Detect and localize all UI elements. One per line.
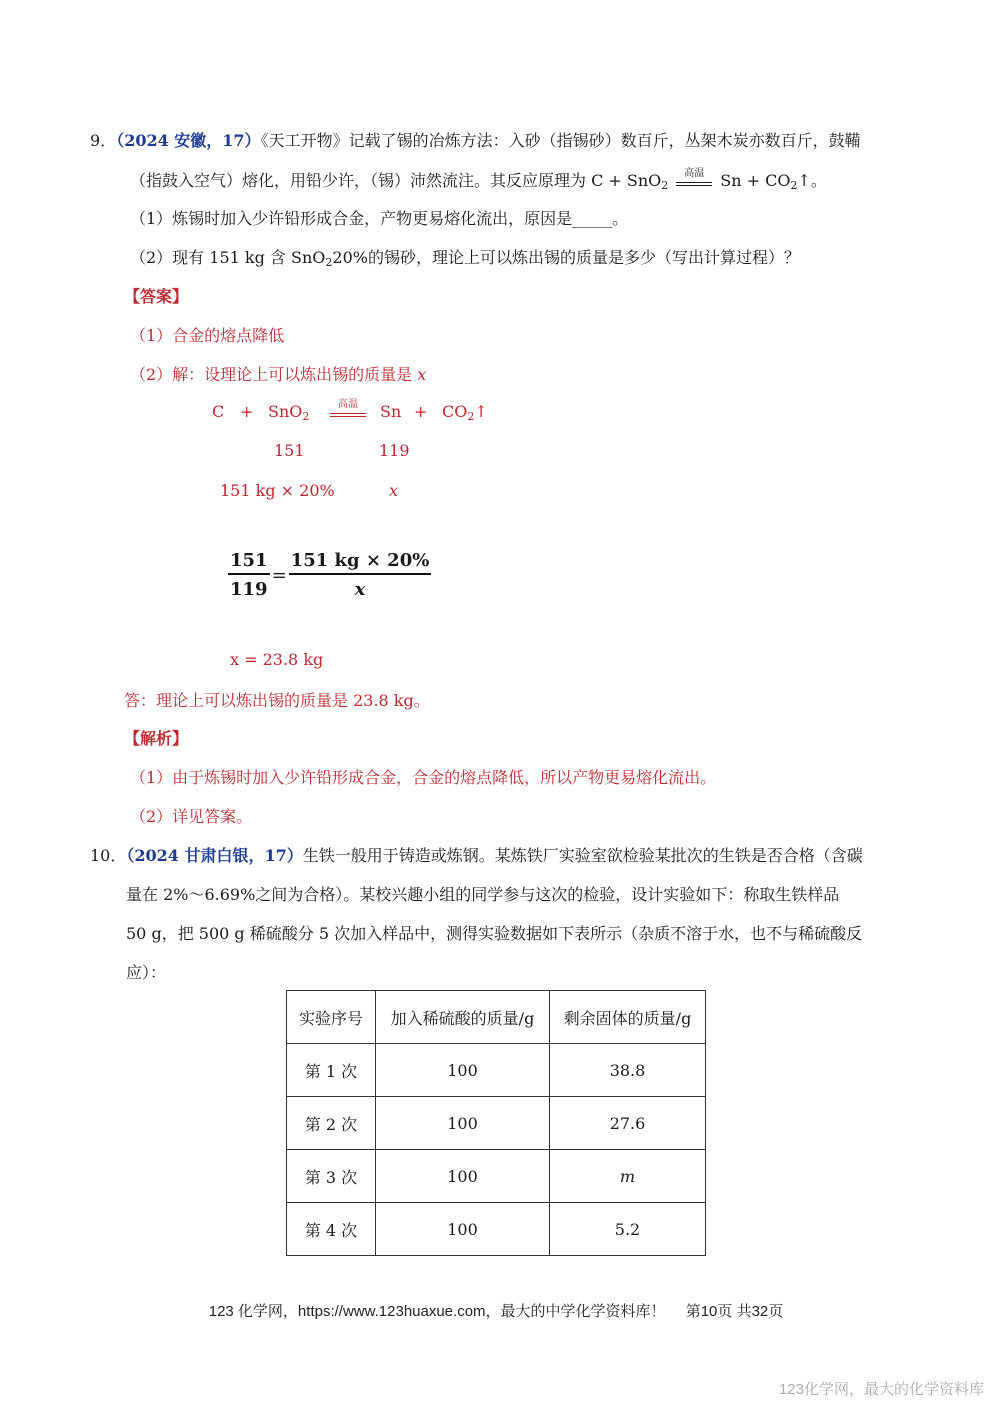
table-cell: m bbox=[550, 1150, 706, 1203]
subscript: 2 bbox=[661, 179, 669, 192]
q10-line3: 50 g，把 500 g 稀硫酸分 5 次加入样品中，测得实验数据如下表所示（杂质不溶于水，也不与稀硫酸反 bbox=[126, 924, 863, 943]
table-cell: 38.8 bbox=[550, 1044, 706, 1097]
q10-number: 10． bbox=[90, 846, 127, 865]
table-row bbox=[287, 1097, 706, 1150]
q10-source: （2024 甘肃白银，17） bbox=[126, 846, 303, 865]
page-footer bbox=[0, 1300, 992, 1321]
equals-sign: = bbox=[271, 564, 287, 586]
result: x = 23.8 kg bbox=[230, 650, 324, 669]
unknown-mass: x bbox=[389, 481, 399, 500]
equation-co2: $CO_2↑$ bbox=[442, 402, 488, 423]
table-cell: 100 bbox=[376, 1097, 550, 1150]
q9-part2 bbox=[130, 245, 800, 269]
table-header: 剩余固体的质量/g bbox=[550, 991, 706, 1044]
q9-source: （2024 安徽，17） bbox=[116, 131, 261, 150]
q10-line2: 量在 2%～6.69%之间为合格）。某校兴趣小组的同学参与这次的检验，设计实验如下：称取生铁样品 bbox=[126, 885, 840, 904]
page-number: 第10页 共32页 bbox=[685, 1303, 784, 1320]
table-row bbox=[287, 1044, 706, 1097]
table-header: 实验序号 bbox=[287, 991, 376, 1044]
subscript: 2 bbox=[325, 256, 333, 269]
analysis-1: （1）由于炼锡时加入少许铅形成合金，合金的熔点降低，所以产物更易熔化流出。 bbox=[130, 768, 717, 787]
proportion bbox=[228, 550, 431, 600]
table-cell: 第 4 次 bbox=[287, 1203, 376, 1256]
conclusion: 答：理论上可以炼出锡的质量是 23.8 kg。 bbox=[124, 691, 430, 710]
fraction-right: $\frac{151 kg \times 20\%}{x}$ bbox=[290, 550, 430, 600]
answer-1: （1）合金的熔点降低 bbox=[130, 326, 285, 345]
subscript: 2 bbox=[790, 179, 798, 192]
q10-line1 bbox=[90, 843, 863, 866]
equation-sno2: SnO$_2$ bbox=[268, 402, 310, 423]
analysis-header: 【解析】 bbox=[124, 729, 189, 748]
analysis-2: （2）详见答案。 bbox=[130, 807, 253, 826]
equation-plus-1: + bbox=[240, 402, 254, 421]
q9-stem-3: Sn + CO bbox=[720, 171, 791, 190]
table-row bbox=[287, 1203, 706, 1256]
q10-stem-1: 生铁一般用于铸造或炼钢。某炼铁厂实验室欲检验某批次的生铁是否合格（含碳 bbox=[302, 846, 863, 865]
equation-plus-2: + bbox=[414, 402, 428, 421]
q9-line2 bbox=[130, 168, 827, 192]
table-cell: 27.6 bbox=[550, 1097, 706, 1150]
table-header-row bbox=[287, 991, 706, 1044]
equation-c: C bbox=[212, 402, 225, 421]
table-cell: 第 1 次 bbox=[287, 1044, 376, 1097]
table-cell: 第 3 次 bbox=[287, 1150, 376, 1203]
molar-mass-sn: 119 bbox=[379, 441, 410, 460]
table-row bbox=[287, 1150, 706, 1203]
reaction-condition bbox=[672, 167, 716, 191]
q9-part2-text: （2）现有 151 kg 含 SnO bbox=[130, 248, 326, 267]
q9-stem-1: 《天工开物》记载了锡的冶炼方法：入砂（指锡砂）数百斤，丛架木炭亦数百斤，鼓鞴 bbox=[260, 131, 861, 150]
answer-header: 【答案】 bbox=[124, 287, 189, 306]
table-cell: 5.2 bbox=[550, 1203, 706, 1256]
molar-mass-sno2: 151 bbox=[274, 441, 305, 460]
q9-part2-text-2: 20%的锡砂，理论上可以炼出锡的质量是多少（写出计算过程）？ bbox=[332, 248, 800, 267]
q10-line4: 应）： bbox=[126, 963, 167, 982]
q9-part1: （1）炼锡时加入少许铅形成合金，产物更易熔化流出，原因是_____。 bbox=[130, 209, 629, 228]
q9-line1 bbox=[90, 128, 861, 151]
table-cell: 第 2 次 bbox=[287, 1097, 376, 1150]
condition-label: 高温 bbox=[338, 398, 358, 410]
q9-stem-4: ↑。 bbox=[797, 171, 827, 190]
equation-sn: Sn bbox=[380, 402, 402, 421]
answer-2-var: x bbox=[417, 365, 427, 384]
answer-2 bbox=[130, 362, 426, 385]
condition-label: 高温 bbox=[684, 167, 705, 179]
given-mass: 151 kg × 20% bbox=[220, 481, 335, 500]
table-cell: 100 bbox=[376, 1150, 550, 1203]
q9-number: 9． bbox=[90, 131, 117, 150]
table-header: 加入稀硫酸的质量/g bbox=[376, 991, 550, 1044]
footer-text: 123 化学网，https://www.123huaxue.com，最大的中学化学资料库！ bbox=[208, 1303, 666, 1320]
experiment-table bbox=[286, 990, 706, 1256]
watermark: 123化学网，最大的化学资料库 bbox=[778, 1381, 984, 1398]
table-cell: 100 bbox=[376, 1044, 550, 1097]
equation-condition bbox=[322, 398, 374, 422]
fraction-left: $\frac{151}{119}$ bbox=[230, 550, 268, 600]
answer-2-text: （2）解：设理论上可以炼出锡的质量是 bbox=[130, 365, 413, 384]
q9-stem-2: （指鼓入空气）熔化，用铅少许，（锡）沛然流注。其反应原理为 C + SnO bbox=[130, 171, 662, 190]
table-cell: 100 bbox=[376, 1203, 550, 1256]
